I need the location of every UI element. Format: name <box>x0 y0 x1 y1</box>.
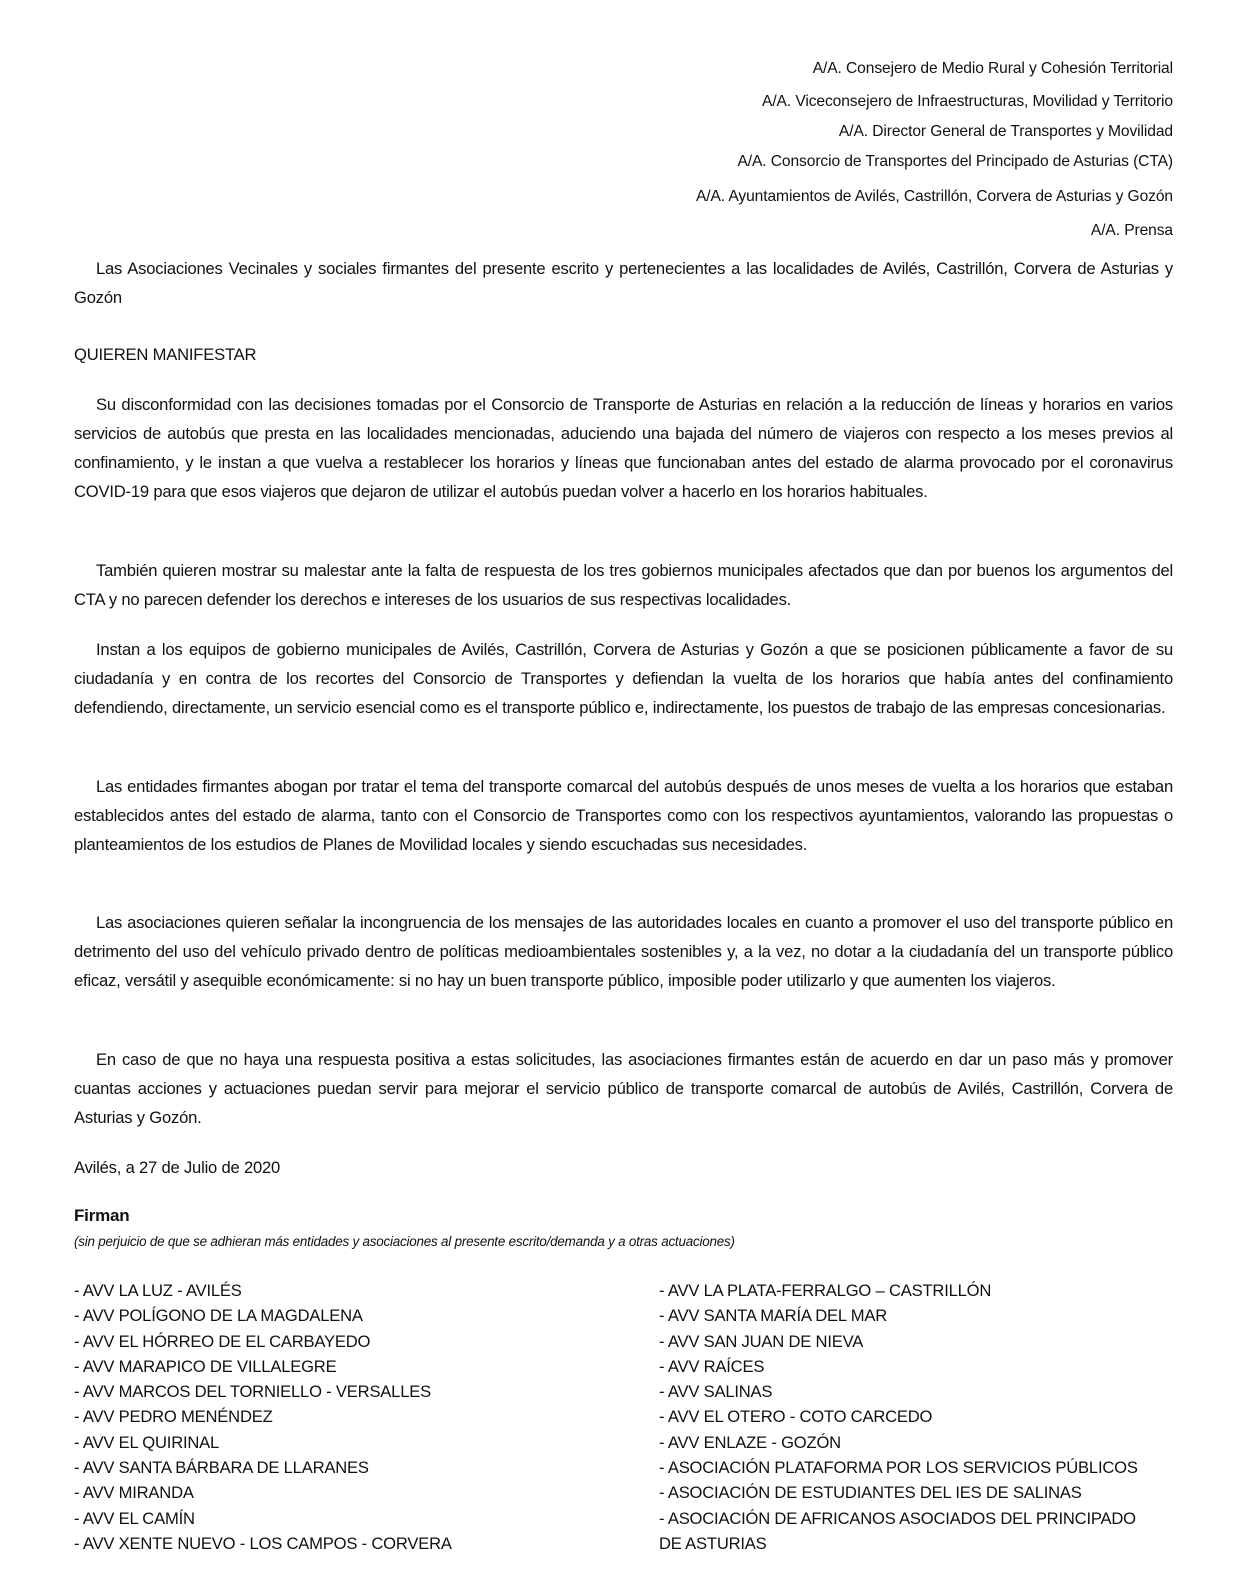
paragraph: También quieren mostrar su malestar ante la falta de respuesta de los tres gobiernos municipales afectados que dan por buenos los argumentos del CTA y no parecen defender los derechos e intereses de los usuarios de sus respectivas localidades. <box>74 561 1173 609</box>
signer-item: - AVV RAÍCES <box>659 1356 765 1376</box>
signer-item: - AVV XENTE NUEVO - LOS CAMPOS - CORVERA <box>74 1533 452 1553</box>
signers-note: (sin perjuicio de que se adhieran más entidades y asociaciones al presente escrito/demanda y a otras actuaciones) <box>74 1234 735 1249</box>
signer-item: - AVV SANTA MARÍA DEL MAR <box>659 1306 887 1326</box>
signer-item: - AVV SANTA BÁRBARA DE LLARANES <box>74 1458 369 1478</box>
recipient-line: A/A. Viceconsejero de Infraestructuras, Movilidad y Territorio <box>762 93 1173 110</box>
signer-item: DE ASTURIAS <box>659 1533 767 1553</box>
signer-item: - AVV EL OTERO - COTO CARCEDO <box>659 1407 933 1427</box>
signer-item: - AVV POLÍGONO DE LA MAGDALENA <box>74 1306 363 1326</box>
recipient-line: A/A. Prensa <box>1090 222 1173 239</box>
paragraph: Instan a los equipos de gobierno municipales de Avilés, Castrillón, Corvera de Asturias y Gozón a que se posicionen públicamente a favor de su ciudadanía y en contra de los recortes del Consorcio de Transportes y defiendan la vuelta de los horarios que había antes del confinamiento defendiendo, directamente, un servicio esencial como es el transporte público e, indirectamente, los puestos de trabajo de las empresas concesionarias. <box>74 640 1173 717</box>
intro-paragraph: Las Asociaciones Vecinales y sociales firmantes del presente escrito y pertenecientes a las localidades de Avilés, Castrillón, Corvera de Asturias y Gozón <box>74 259 1173 307</box>
signer-item: - ASOCIACIÓN DE ESTUDIANTES DEL IES DE SALINAS <box>659 1483 1082 1503</box>
paragraph: Su disconformidad con las decisiones tomadas por el Consorcio de Transporte de Asturias en relación a la reducción de líneas y horarios en varios servicios de autobús que presta en las localidades mencionadas, aduciendo una bajada del número de viajeros con respecto a los meses previos al confinamiento, y le instan a que vuelva a restablecer los horarios y líneas que funcionaban antes del estado de alarma provocado por el coronavirus COVID-19 para que esos viajeros que dejaron de utilizar el autobús puedan volver a hacerlo en los horarios habituales. <box>74 395 1173 501</box>
signer-item: - ASOCIACIÓN PLATAFORMA POR LOS SERVICIOS PÚBLICOS <box>659 1458 1138 1478</box>
recipient-line: A/A. Director General de Transportes y Movilidad <box>838 123 1173 140</box>
signer-item: - AVV ENLAZE - GOZÓN <box>659 1432 841 1452</box>
section-heading: QUIEREN MANIFESTAR <box>74 345 257 364</box>
signer-item: - AVV EL HÓRREO DE EL CARBAYEDO <box>74 1331 371 1351</box>
signers-title: Firman <box>74 1206 130 1225</box>
paragraph: Las asociaciones quieren señalar la incongruencia de los mensajes de las autoridades locales en cuanto a promover el uso del transporte público en detrimento del uso del vehículo privado dentro de políticas medioambientales sostenibles y, a la vez, no dotar a la ciudadanía del un transporte público eficaz, versátil y asequible económicamente: si no hay un buen transporte público, imposible poder utilizarlo y que aumenten los viajeros. <box>74 913 1173 990</box>
signer-item: - AVV EL QUIRINAL <box>74 1432 220 1452</box>
signer-item: - AVV MARCOS DEL TORNIELLO - VERSALLES <box>74 1382 431 1402</box>
signer-item: - AVV SAN JUAN DE NIEVA <box>659 1331 864 1351</box>
paragraph: Las entidades firmantes abogan por tratar el tema del transporte comarcal del autobús después de unos meses de vuelta a los horarios que estaban establecidos antes del estado de alarma, tanto con el Consorcio de Transportes como con los respectivos ayuntamientos, valorando las propuestas o planteamientos de los estudios de Planes de Movilidad locales y siendo escuchadas sus necesidades. <box>74 777 1173 854</box>
signer-item: - ASOCIACIÓN DE AFRICANOS ASOCIADOS DEL PRINCIPADO <box>659 1508 1136 1528</box>
recipient-line: A/A. Consorcio de Transportes del Principado de Asturias (CTA) <box>737 153 1173 170</box>
signer-item: - AVV LA PLATA-FERRALGO – CASTRILLÓN <box>659 1281 992 1300</box>
signer-item: - AVV MIRANDA <box>74 1483 194 1503</box>
signer-item: - AVV EL CAMÍN <box>74 1508 195 1528</box>
signers-right-column <box>659 1278 1138 1556</box>
paragraph: En caso de que no haya una respuesta positiva a estas solicitudes, las asociaciones firmantes están de acuerdo en dar un paso más y promover cuantas acciones y actuaciones puedan servir para mejorar el servicio público de transporte comarcal de autobús de Avilés, Castrillón, Corvera de Asturias y Gozón. <box>74 1050 1173 1127</box>
signer-item: - AVV LA LUZ - AVILÉS <box>74 1281 242 1300</box>
signers-left-column <box>74 1278 452 1556</box>
date-line: Avilés, a 27 de Julio de 2020 <box>74 1158 281 1177</box>
recipient-line: A/A. Consejero de Medio Rural y Cohesión Territorial <box>812 60 1173 77</box>
signer-item: - AVV MARAPICO DE VILLALEGRE <box>74 1356 337 1376</box>
signer-item: - AVV SALINAS <box>659 1382 773 1402</box>
recipient-line: A/A. Ayuntamientos de Avilés, Castrillón, Corvera de Asturias y Gozón <box>695 188 1173 205</box>
signer-item: - AVV PEDRO MENÉNDEZ <box>74 1407 273 1427</box>
